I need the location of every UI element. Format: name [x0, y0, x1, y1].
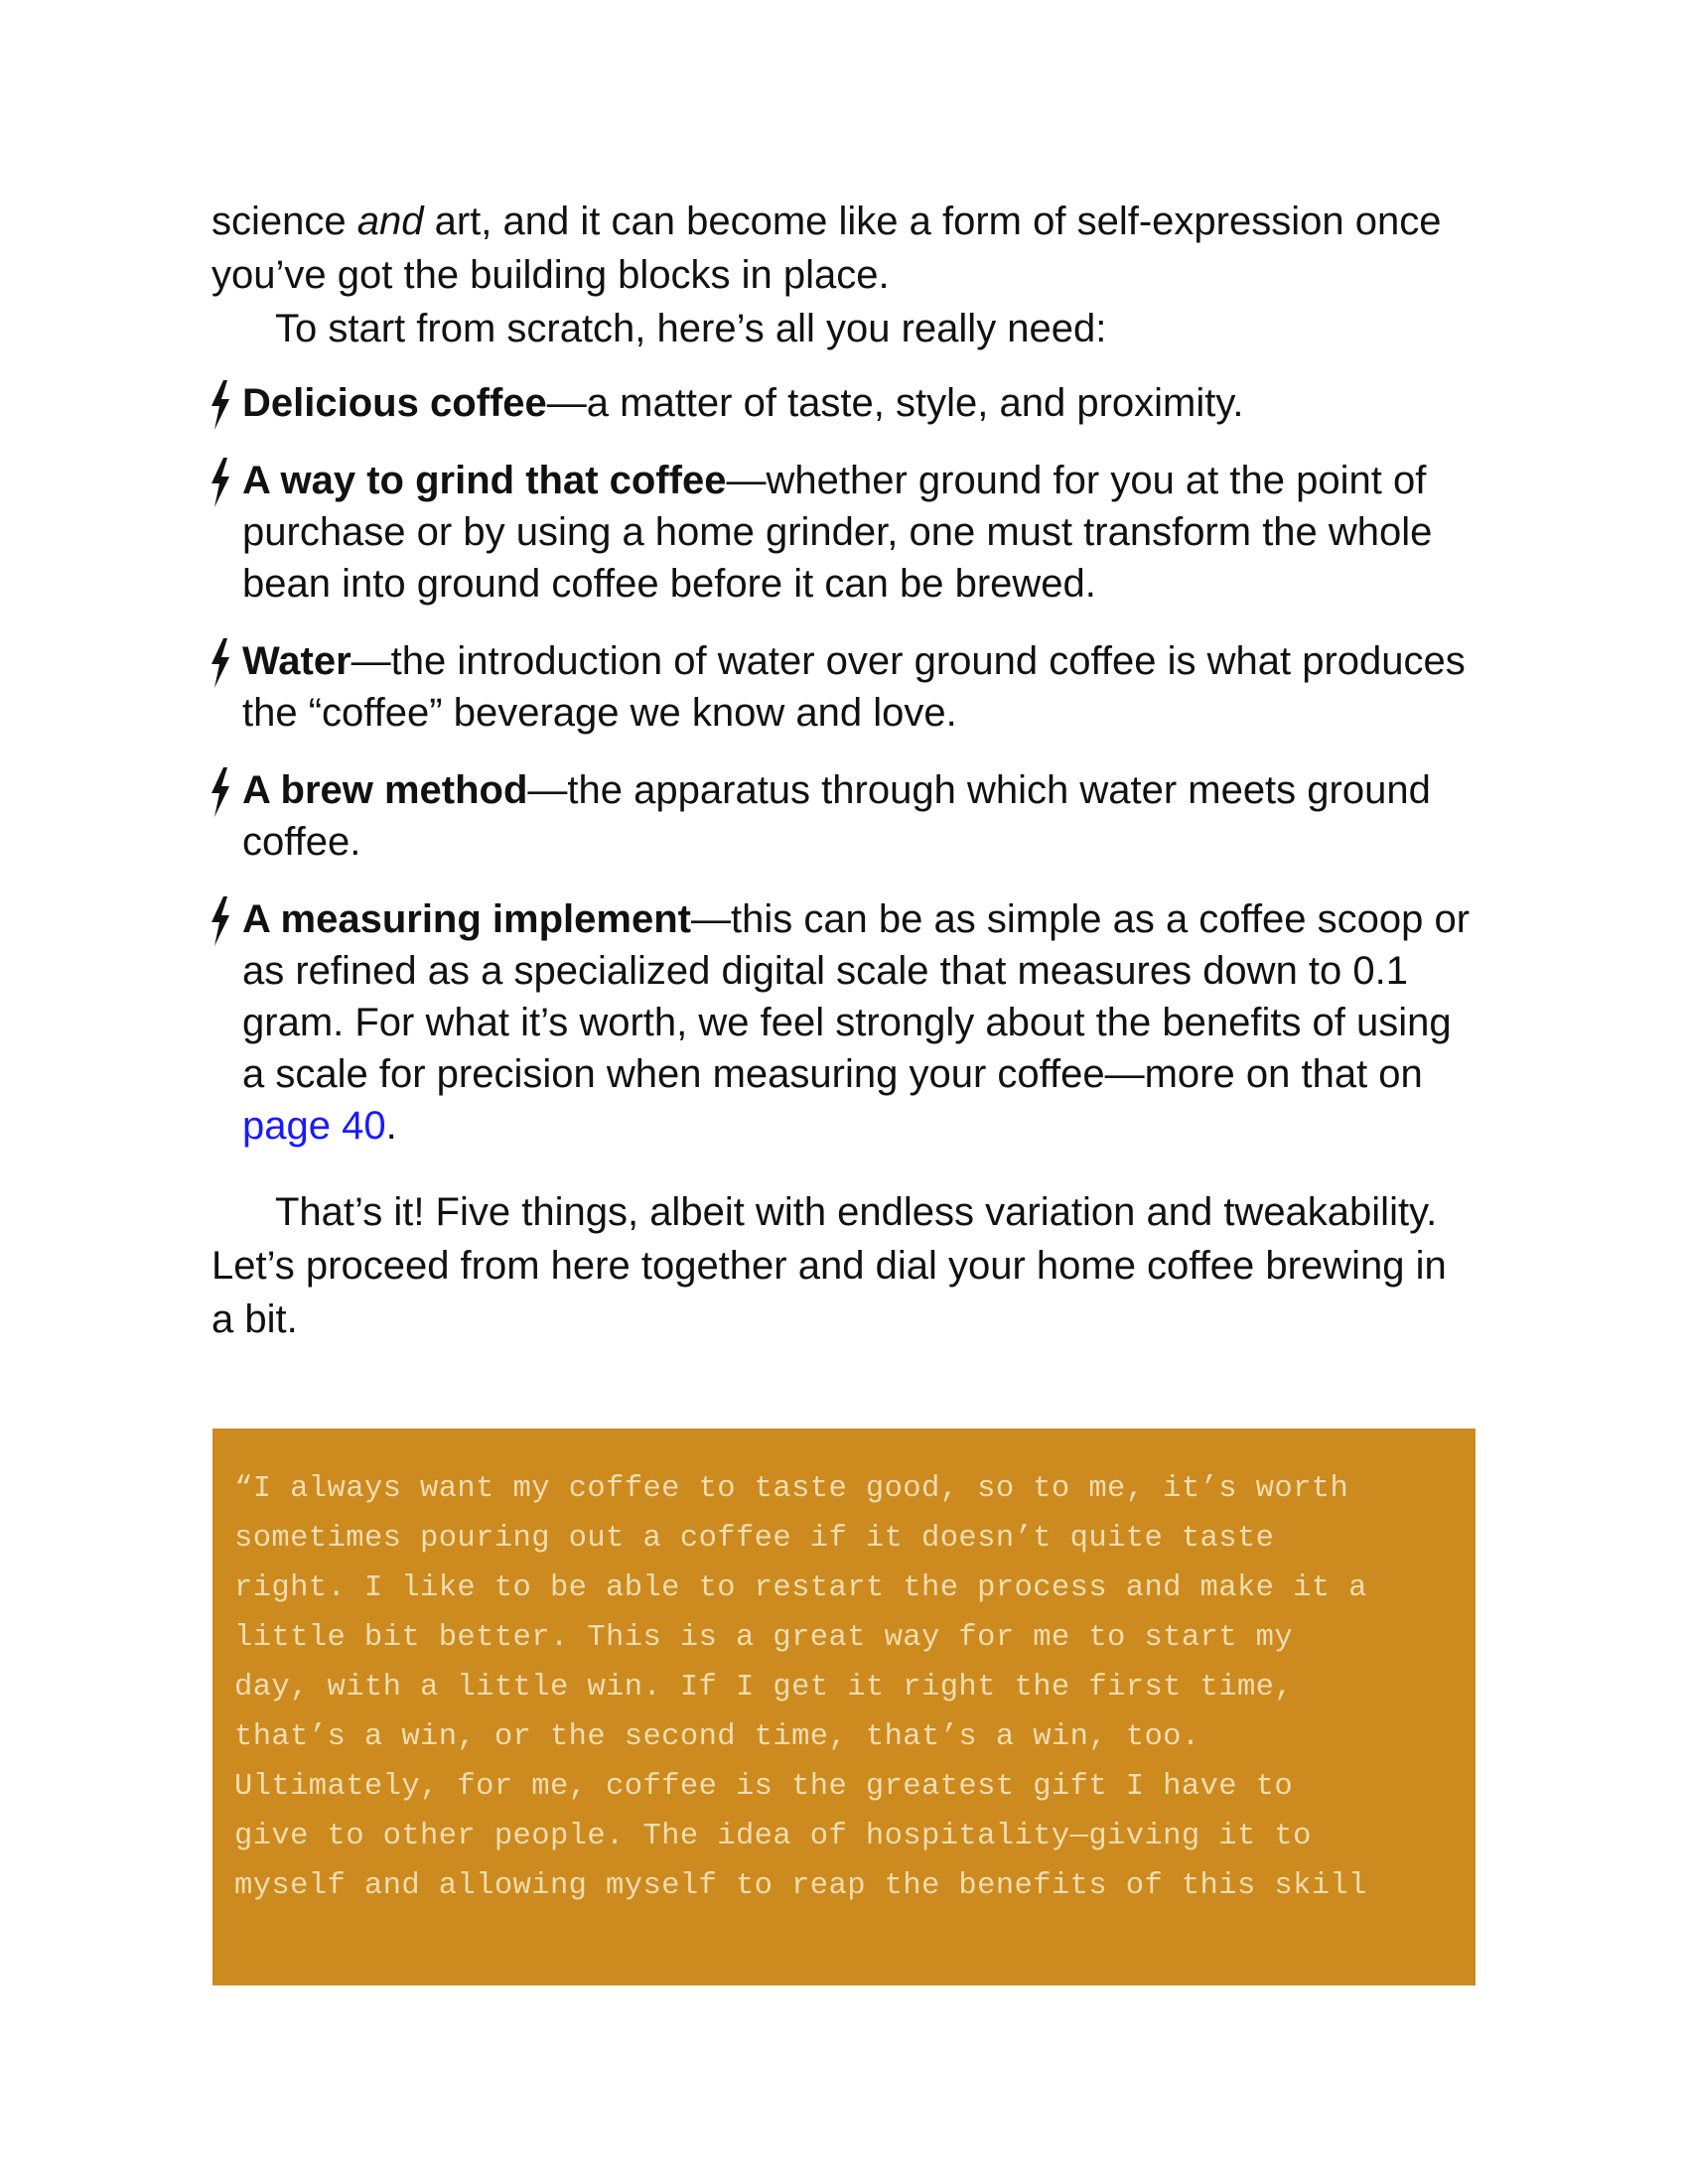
item-term: A measuring implement	[242, 897, 691, 941]
list-item	[211, 635, 1477, 739]
item-description: —the apparatus through which water meets ground coffee.	[242, 768, 1431, 864]
pull-quote-box	[212, 1429, 1476, 1985]
list-item	[211, 377, 1477, 429]
intro-text-start: science	[211, 200, 357, 243]
item-term: A way to grind that coffee	[242, 459, 727, 502]
lightning-bolt-icon	[207, 895, 234, 947]
list-item	[211, 893, 1477, 1152]
lightning-bolt-icon	[207, 457, 234, 508]
list-item	[211, 764, 1477, 868]
item-description: —a matter of taste, style, and proximity.	[546, 381, 1244, 425]
intro-paragraph	[211, 195, 1477, 302]
page-body	[211, 195, 1477, 1346]
intro-text-end: art, and it can become like a form of self-expression once you’ve got the building blocks in place.	[211, 200, 1442, 297]
item-trailing-punctuation: .	[385, 1104, 397, 1148]
lightning-bolt-icon	[207, 766, 234, 818]
list-item	[211, 455, 1477, 610]
item-description: —the introduction of water over ground coffee is what produces the “coffee” beverage we know and love.	[242, 639, 1466, 735]
item-description: —this can be as simple as a coffee scoop or as refined as a specialized digital scale that measures down to 0.1 gram. For what it’s worth, we feel strongly about the benefits of using a scale for precision when measuring your coffee—more on that on	[242, 897, 1471, 1096]
item-term: Water	[242, 639, 352, 683]
lightning-bolt-icon	[207, 379, 234, 431]
essentials-list	[211, 377, 1477, 1152]
closing-paragraph: That’s it! Five things, albeit with endless variation and tweakability. Let’s proceed from here together and dial your home coffee brewing in a bit.	[211, 1190, 1447, 1341]
lightning-bolt-icon	[207, 637, 234, 689]
pull-quote-text: “I always want my coffee to taste good, so to me, it’s worth sometimes pouring out a coffee if it doesn’t quite taste right. I like to be able to restart the process and make it a little bit better. This is a great way for me to start my day, with a little win. If I get it right the first time, that’s a win, or the second time, that’s a win, too. Ultimately, for me, coffee is the greatest gift I have to give to other people. The idea of hospitality—giving it to myself and allowing myself to reap the benefits of this skill	[234, 1472, 1367, 1903]
item-term: Delicious coffee	[242, 381, 547, 425]
list-lead-in: To start from scratch, here’s all you really need:	[275, 307, 1107, 350]
item-term: A brew method	[242, 768, 528, 812]
page-40-link[interactable]: page 40	[242, 1104, 386, 1148]
item-description: —whether ground for you at the point of purchase or by using a home grinder, one must transform the whole bean into ground coffee before it can be brewed.	[242, 459, 1433, 606]
intro-emphasis: and	[356, 200, 424, 243]
